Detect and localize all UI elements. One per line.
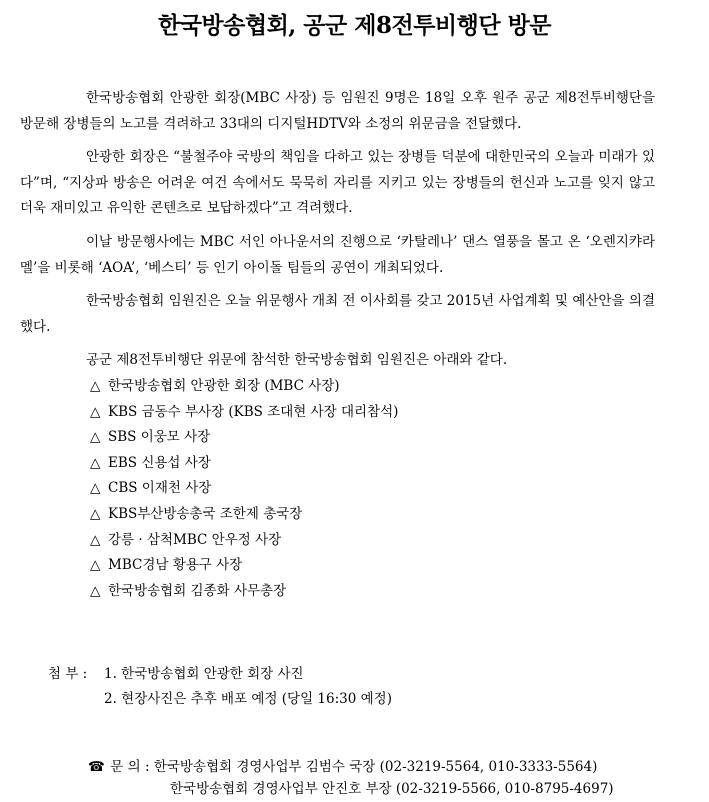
triangle-marker: △ xyxy=(90,377,101,394)
paragraph: 한국방송협회 안광한 회장(MBC 사장) 등 임원진 9명은 18일 오후 원주 공군 제8전투비행단을 방문해 장병들의 노고를 격려하고 33대의 디지털HDTV와 소정의 위문금을 전달했다. xyxy=(20,90,655,132)
paragraph: 이날 방문행사에는 MBC 서인 아나운서의 진행으로 ‘카탈레나’ 댄스 열풍을 몰고 온 ‘오렌지캬라멜’을 비롯해 ‘AOA’, ‘베스티’ 등 인기 아이돌 팀들의 공연이 개최되었다. xyxy=(20,233,655,276)
attendee-list xyxy=(20,374,655,604)
triangle-marker: △ xyxy=(90,557,101,574)
list-item: △ SBS 이웅모 사장 xyxy=(90,425,655,451)
document-title: 한국방송협회, 공군 제8전투비행단 방문 xyxy=(157,12,552,39)
contact-label: 문 의 : xyxy=(110,759,150,775)
contact-line: 한국방송협회 경영사업부 안진호 부장 (02-3219-5566, 010-8795-4697) xyxy=(170,781,614,797)
contact-row xyxy=(88,756,614,778)
triangle-marker: △ xyxy=(90,582,101,599)
list-item: △ KBS부산방송총국 조한제 총국장 xyxy=(90,502,655,528)
list-item: △ KBS 금동수 부사장 (KBS 조대현 사장 대리참석) xyxy=(90,400,655,426)
list-item: △ 강릉 · 삼척MBC 안우정 사장 xyxy=(90,528,655,554)
contact-section xyxy=(88,756,614,800)
attachment-item: 2. 현장사진은 추후 배포 예정 (당일 16:30 예정) xyxy=(104,691,392,707)
triangle-marker: △ xyxy=(90,505,101,522)
paragraph: 한국방송협회 임원진은 오늘 위문행사 개최 전 이사회를 갖고 2015년 사업계획 및 예산안을 의결했다. xyxy=(20,293,655,335)
triangle-marker: △ xyxy=(90,480,101,497)
triangle-marker: △ xyxy=(90,429,101,446)
attachment-row xyxy=(48,662,392,687)
triangle-marker: △ xyxy=(90,403,101,420)
attachment-row xyxy=(48,687,392,712)
list-item: △ 한국방송협회 김종화 사무총장 xyxy=(90,579,655,605)
attachment-item: 1. 한국방송협회 안광한 회장 사진 xyxy=(104,666,304,682)
attachments-label: 첨 부 : xyxy=(48,666,88,682)
list-item: △ EBS 신용섭 사장 xyxy=(90,451,655,477)
contact-row xyxy=(88,778,614,800)
attendee-list-intro: 공군 제8전투비행단 위문에 참석한 한국방송협회 임원진은 아래와 같다. xyxy=(86,352,508,369)
contact-line: 한국방송협회 경영사업부 김범수 국장 (02-3219-5564, 010-3333-5564) xyxy=(153,759,598,775)
list-item: △ CBS 이재천 사장 xyxy=(90,476,655,502)
phone-icon: ☎ xyxy=(88,759,105,775)
triangle-marker: △ xyxy=(90,454,101,471)
document-body xyxy=(20,86,655,604)
paragraph: 안광한 회장은 “불철주야 국방의 책임을 다하고 있는 장병들 덕분에 대한민국의 오늘과 미래가 있다”며, “지상파 방송은 어려운 여건 속에서도 묵묵히 자리를 지키고 있는 장병들의 헌신과 노고를 잊지 않고 더욱 재미있고 유익한 콘텐츠로 보답하겠다”고 격려했다. xyxy=(20,149,655,217)
triangle-marker: △ xyxy=(90,531,101,548)
list-item: △ 한국방송협회 안광한 회장 (MBC 사장) xyxy=(90,374,655,400)
attachments-section xyxy=(48,662,392,712)
list-item: △ MBC경남 황용구 사장 xyxy=(90,553,655,579)
